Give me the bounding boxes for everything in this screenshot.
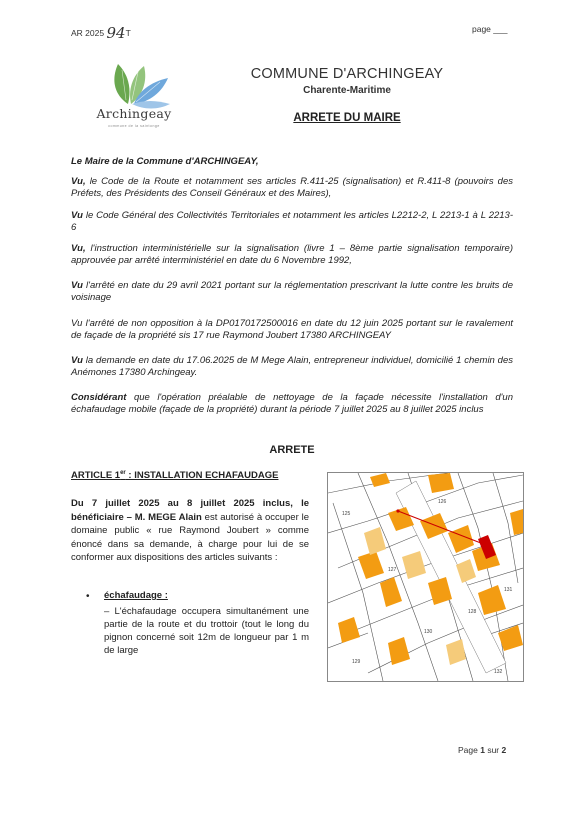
ref-number-handwritten: 94	[106, 24, 126, 42]
parcel-number: 129	[352, 659, 361, 665]
maire-line	[71, 156, 513, 168]
vu-cgct	[71, 210, 513, 234]
logo-name: Archingeay	[96, 106, 172, 121]
commune-title: COMMUNE D'ARCHINGEAY	[250, 66, 444, 82]
considerant-label: Considérant	[71, 392, 127, 403]
considerant-text: que l'opération préalable de nettoyage de la façade nécessite l'installation d'un échafaudage mobile (façade de la propriété) durant la période 7 juillet 2025 au 8 juillet 2025 inclus	[71, 392, 513, 415]
article-1-paragraph	[71, 497, 309, 565]
footer-middle: sur	[484, 745, 502, 755]
vu-label: Vu	[71, 280, 83, 291]
cadastral-map	[327, 472, 524, 682]
cadastral-plan-image	[328, 473, 523, 681]
vu-text: le Code de la Route et notamment ses articles R.411-25 (signalisation) et R.411-8 (pouvoirs des Préfets, des Présidents des Conseil Généraux et des Maires),	[71, 176, 513, 199]
vu-text: la demande en date du 17.06.2025 de M Mege Alain, entrepreneur individuel, domicilié 1 chemin des Anémones 17380 Archingeay.	[71, 355, 513, 378]
bullet-text: – L'échafaudage occupera simultanément une partie de la route et du trottoir (tout le long du pignon concerné soit 12m de longueur par 1 m de large	[104, 606, 309, 656]
parcel-number: 126	[438, 499, 447, 505]
logo-tagline: commune de la saintonge	[108, 124, 160, 128]
footer-total-pages: 2	[501, 745, 507, 755]
vu-label: Vu	[71, 355, 83, 366]
vu-instruction	[71, 243, 513, 267]
vu-text: l'arrêté en date du 29 avril 2021 portant sur la réglementation prescrivant la lutte contre les bruits de voisinage	[71, 280, 513, 303]
parcel-number: 128	[468, 609, 477, 615]
article-title: : INSTALLATION ECHAFAUDAGE	[125, 470, 279, 482]
vu-label: Vu,	[71, 243, 86, 254]
arrete-reference	[71, 22, 131, 40]
vu-label: Vu	[71, 210, 83, 221]
parcel-number: 132	[494, 669, 503, 675]
parcel-number: 130	[424, 629, 433, 635]
ref-suffix: T	[125, 28, 131, 38]
considerant	[71, 392, 513, 416]
article-1-heading	[71, 470, 278, 481]
footer-prefix: Page	[458, 745, 481, 755]
document-title: ARRETE DU MAIRE	[293, 112, 401, 124]
page-footer	[458, 745, 506, 755]
vu-text: le Code Général des Collectivités Territoriales et notamment les articles L2212-2, L 2213-1 à L 2213-6	[71, 210, 513, 233]
parcel-number: 125	[342, 511, 351, 517]
maire-text: Le Maire de la Commune d'ARCHINGEAY,	[71, 156, 259, 167]
article-ordinal: er	[120, 470, 126, 476]
ref-prefix: AR 2025	[71, 28, 105, 38]
bullet-icon: •	[86, 591, 90, 602]
vu-bruit	[71, 280, 513, 304]
vu-label: Vu,	[71, 176, 86, 187]
article-number: ARTICLE 1	[71, 470, 121, 482]
footer-current-page: 1	[480, 745, 485, 755]
arrete-heading: ARRETE	[269, 444, 315, 456]
parcel-number: 127	[388, 567, 397, 573]
vu-text: Vu l'arrêté de non opposition à la DP0170172500016 en date du 12 juin 2025 portant sur le ravalement de façade de la propriété sis 17 rue Raymond Joubert 17380 ARCHINGEAY	[71, 318, 513, 341]
article-1-bold: Du 7 juillet 2025 au 8 juillet 2025 inclus, le bénéficiaire – M. MEGE Alain	[71, 498, 309, 523]
vu-text: l'instruction interministérielle sur la signalisation (livre 1 – 8ème partie signalisation temporaire) approuvée par arrêté interministériel en date du 6 Novembre 1992,	[71, 243, 513, 266]
parcel-number: 131	[504, 587, 513, 593]
vu-demande	[71, 355, 513, 379]
vu-non-opposition	[71, 318, 513, 342]
region-subtitle: Charente-Maritime	[303, 85, 391, 96]
page-field: page ___	[472, 24, 508, 34]
vu-code-route	[71, 176, 513, 200]
bullet-label: échafaudage :	[104, 590, 168, 601]
article-1-text: est autorisé à occuper le domaine public « rue Raymond Joubert » comme énoncé dans sa demande, à charge pour lui de se conformer aux dispositions des articles suivants :	[71, 511, 309, 563]
